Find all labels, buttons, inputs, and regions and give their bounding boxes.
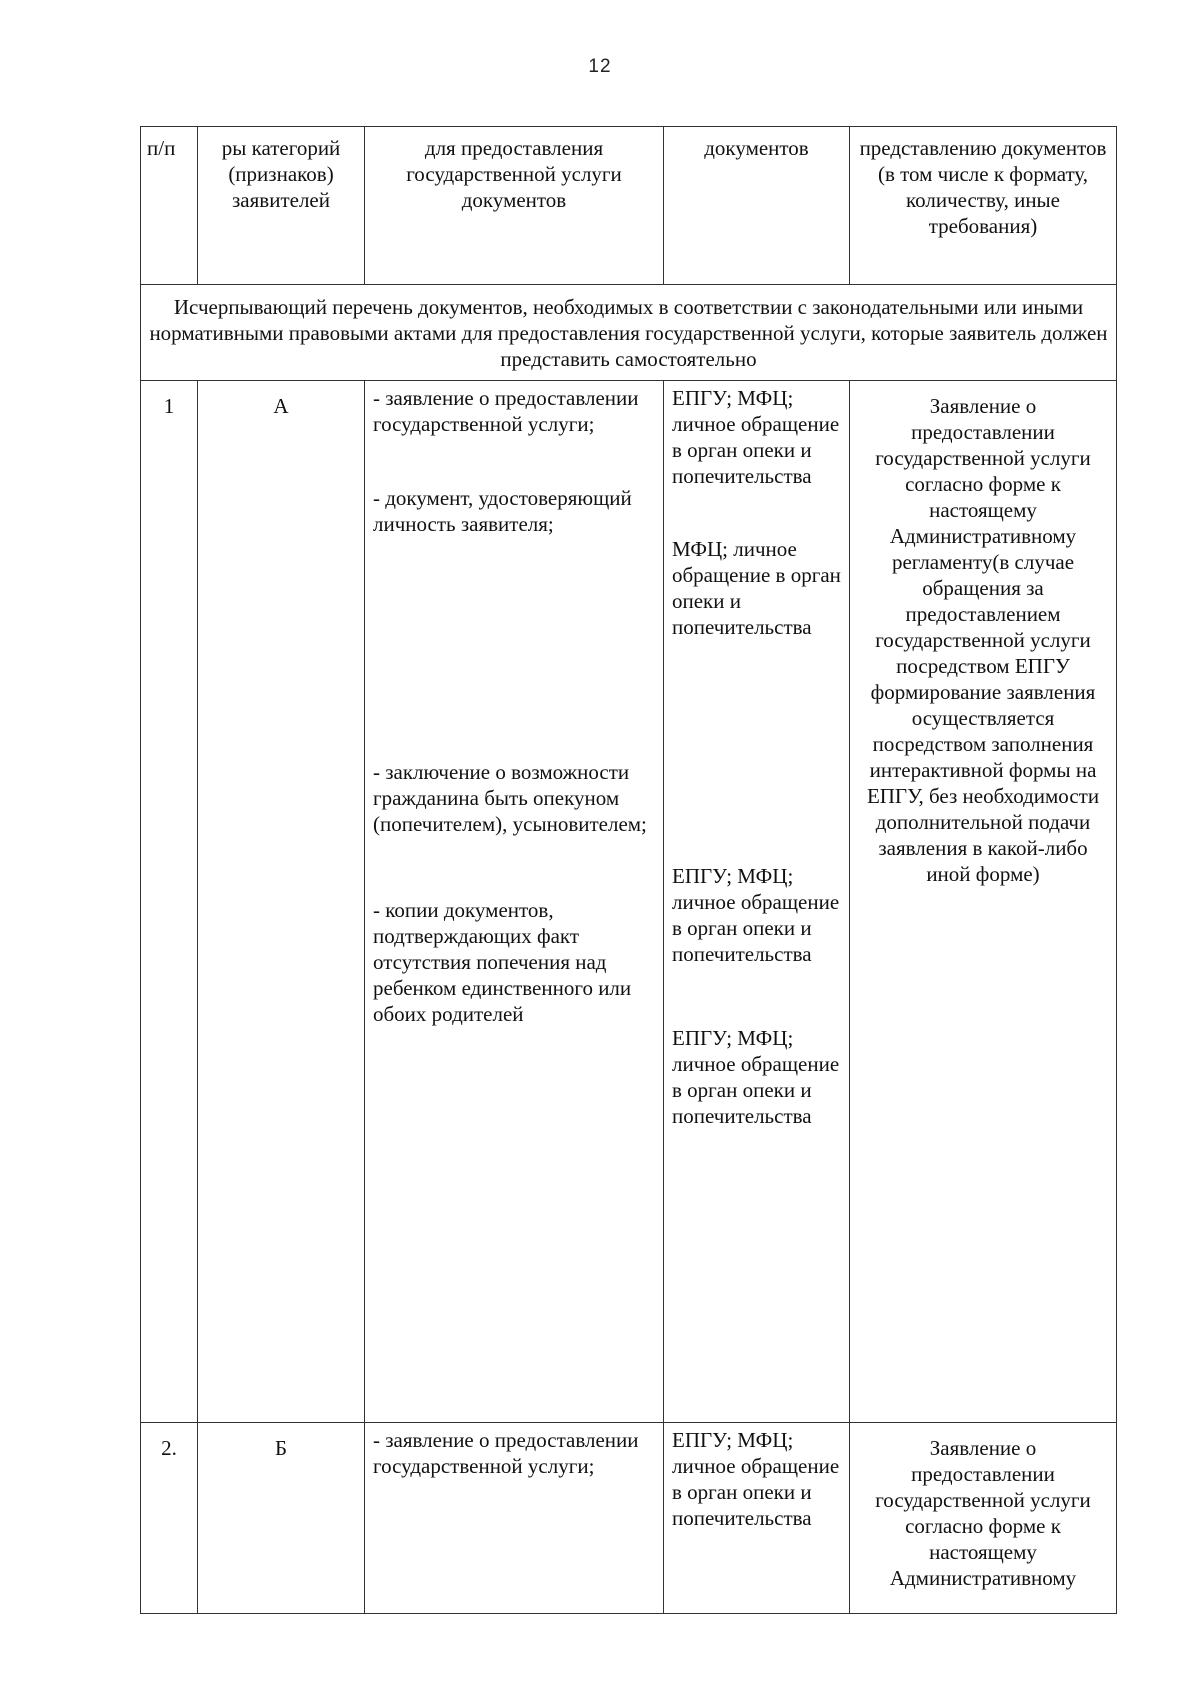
documents-table xyxy=(140,126,1117,1614)
method-item: ЕПГУ; МФЦ; личное обращение в орган опеки и попечительства xyxy=(672,1428,840,1530)
document-item: - копии документов, подтверждающих факт отсутствия попечения над ребенком единственного или обоих родителей xyxy=(373,898,632,1026)
table-row xyxy=(141,381,1117,1423)
section-row xyxy=(141,285,1117,381)
document-item: - заключение о возможности гражданина быть опекуном (попечителем), усыновителем; xyxy=(373,760,647,836)
method-item: ЕПГУ; МФЦ; личное обращение в орган опеки и попечительства xyxy=(672,386,840,488)
header-cell-documents: для предоставления государственной услуги документов xyxy=(365,127,664,285)
method-item: ЕПГУ; МФЦ; личное обращение в орган опеки и попечительства xyxy=(672,1026,840,1128)
page-number: 12 xyxy=(588,56,612,77)
header-cell-number: п/п xyxy=(141,127,198,285)
table-header-row xyxy=(141,127,1117,285)
header-cell-method: документов xyxy=(664,127,850,285)
row-documents-cell xyxy=(365,1423,664,1614)
method-item: ЕПГУ; МФЦ; личное обращение в орган опеки и попечительства xyxy=(672,864,840,966)
row-requirements: Заявление о предоставлении государственной услуги согласно форме к настоящему Административному регламенту(в случае обращения за предоставлением государственной услуги посредством ЕПГУ формирование заявления осуществляется посредством заполнения интерактивной формы на ЕПГУ, без необходимости дополнительной подачи заявления в какой-либо иной форме) xyxy=(850,381,1117,1423)
row-number: 1 xyxy=(141,381,198,1423)
table-row xyxy=(141,1423,1117,1614)
row-category: Б xyxy=(198,1423,365,1614)
document-item: - документ, удостоверяющий личность заявителя; xyxy=(373,486,632,536)
row-documents-cell xyxy=(365,381,664,1423)
document-item: - заявление о предоставлении государственной услуги; xyxy=(373,386,639,436)
row-number: 2. xyxy=(141,1423,198,1614)
row-category: А xyxy=(198,381,365,1423)
document-item: - заявление о предоставлении государственной услуги; xyxy=(373,1428,639,1478)
header-cell-requirements: представлению документов (в том числе к формату, количеству, иные требования) xyxy=(850,127,1117,285)
header-cell-category: ры категорий (признаков) заявителей xyxy=(198,127,365,285)
section-title: Исчерпывающий перечень документов, необходимых в соответствии с законодательными или иными нормативными правовыми актами для предоставления государственной услуги, которые заявитель должен представить самостоятельно xyxy=(141,285,1117,381)
row-methods-cell xyxy=(664,1423,850,1614)
row-requirements: Заявление о предоставлении государственной услуги согласно форме к настоящему Административному xyxy=(850,1423,1117,1614)
method-item: МФЦ; личное обращение в орган опеки и попечительства xyxy=(672,537,841,639)
row-methods-cell xyxy=(664,381,850,1423)
